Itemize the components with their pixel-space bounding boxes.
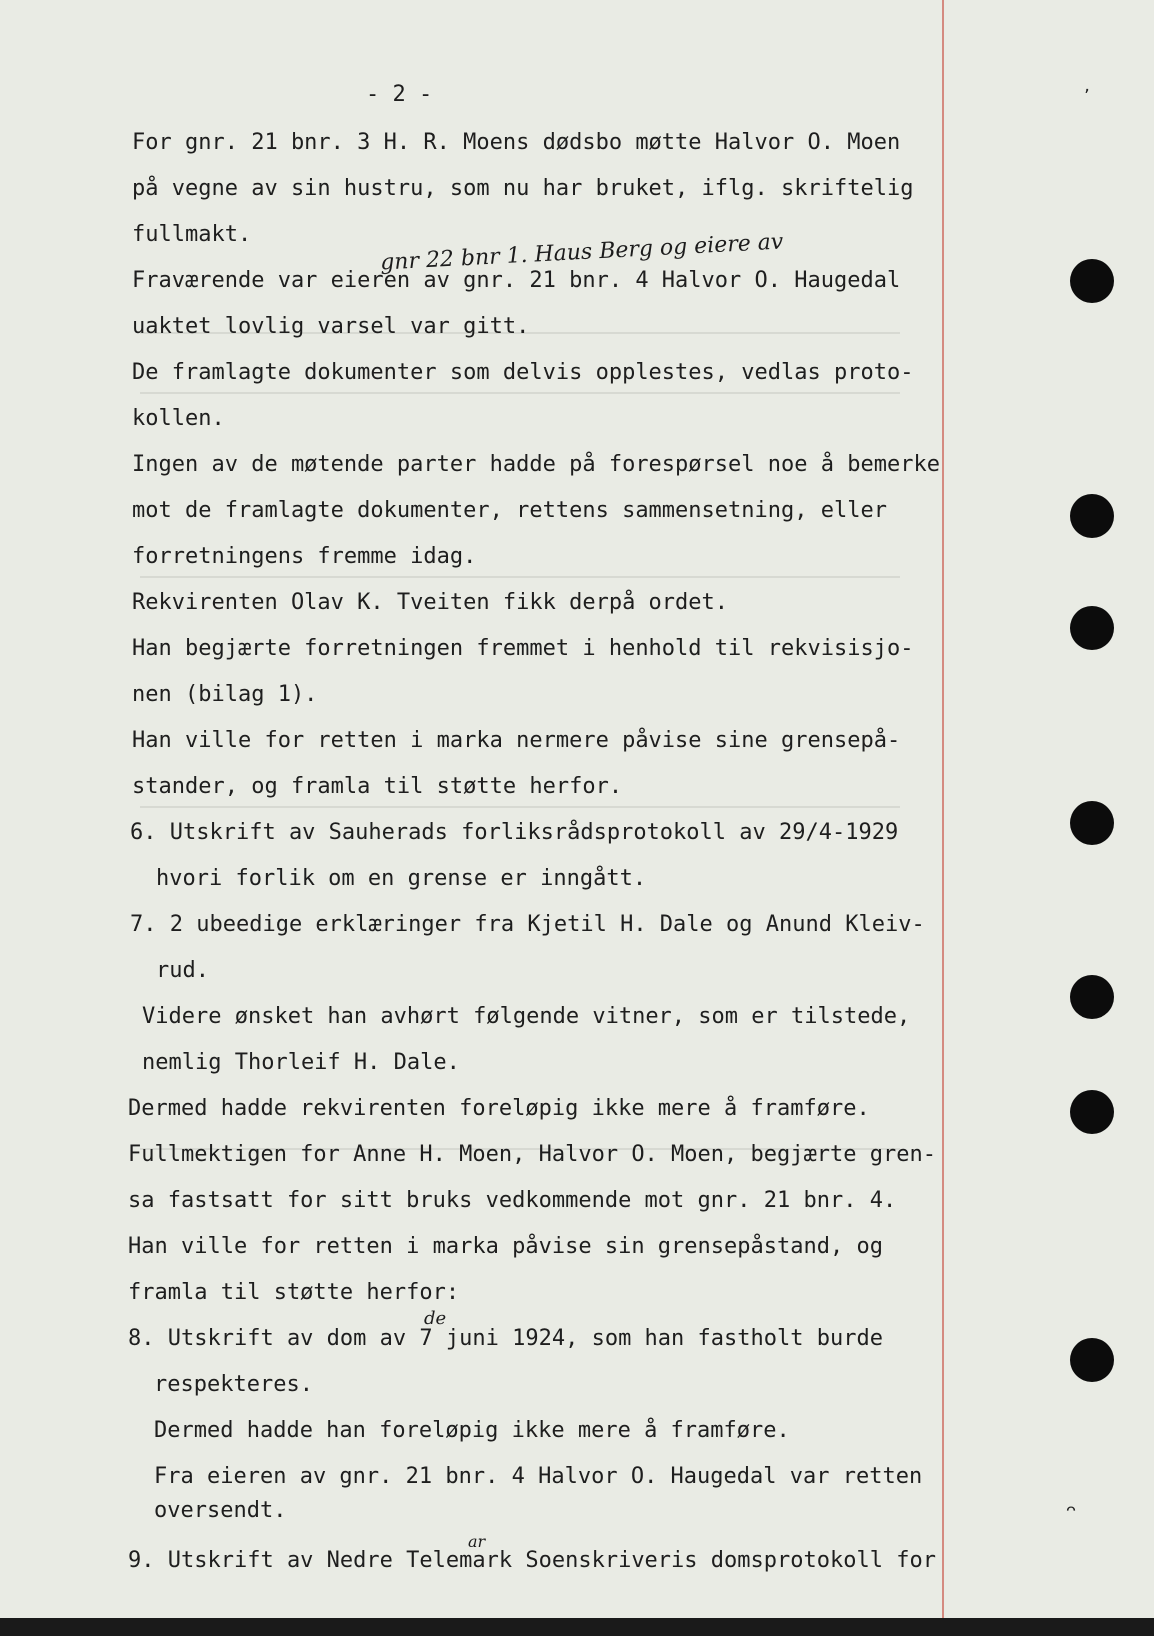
text-line: hvori forlik om en grense er inngått.: [156, 866, 647, 891]
text-line: uaktet lovlig varsel var gitt.: [132, 314, 530, 339]
text-line: 7. 2 ubeedige erklæringer fra Kjetil H. Dale og Anund Kleiv-: [130, 912, 925, 937]
binder-hole: [1070, 801, 1114, 845]
margin-rule: [942, 0, 944, 1636]
text-line: rud.: [156, 958, 209, 983]
text-line: Ingen av de møtende parter hadde på forespørsel noe å bemerke: [132, 452, 940, 477]
handwritten-insertion: gnr 22 bnr 1. Haus Berg og eiere av: [379, 229, 784, 276]
text-line: Dermed hadde rekvirenten foreløpig ikke mere å framføre.: [128, 1096, 870, 1121]
text-line: 9. Utskrift av Nedre Telemark Soenskriveris domsprotokoll for: [128, 1548, 936, 1573]
text-line: nen (bilag 1).: [132, 682, 318, 707]
text-line: Fraværende var eieren av gnr. 21 bnr. 4 Halvor O. Haugedal: [132, 268, 901, 293]
text-line: Han begjærte forretningen fremmet i henhold til rekvisisjo-: [132, 636, 914, 661]
binder-hole: [1070, 494, 1114, 538]
binder-hole: [1070, 1338, 1114, 1382]
text-line: Videre ønsket han avhørt følgende vitner, som er tilstede,: [142, 1004, 911, 1029]
bleed-through: [140, 806, 900, 808]
text-line: Rekvirenten Olav K. Tveiten fikk derpå ordet.: [132, 590, 729, 615]
page-number: - 2 -: [366, 82, 433, 107]
handwritten-correction: ar: [468, 1532, 486, 1551]
handwritten-superscript: de: [424, 1308, 447, 1329]
text-line: 8. Utskrift av dom av 7 juni 1924, som han fastholt burde: [128, 1326, 883, 1351]
text-line: De framlagte dokumenter som delvis opplestes, vedlas proto-: [132, 360, 914, 385]
text-line: For gnr. 21 bnr. 3 H. R. Moens dødsbo møtte Halvor O. Moen: [132, 130, 901, 155]
binder-hole: [1070, 606, 1114, 650]
text-line: Han ville for retten i marka påvise sin grensepåstand, og: [128, 1234, 883, 1259]
text-line: fullmakt.: [132, 222, 252, 247]
text-line: 6. Utskrift av Sauherads forliksrådsprotokoll av 29/4-1929: [130, 820, 899, 845]
text-line: Dermed hadde han foreløpig ikke mere å framføre.: [154, 1418, 790, 1443]
text-line: oversendt.: [154, 1498, 287, 1523]
text-line: respekteres.: [154, 1372, 313, 1397]
bleed-through: [140, 576, 900, 578]
text-line: sa fastsatt for sitt bruks vedkommende mot gnr. 21 bnr. 4.: [128, 1188, 897, 1213]
bleed-through: [140, 392, 900, 394]
text-line: forretningens fremme idag.: [132, 544, 477, 569]
binder-hole: [1070, 975, 1114, 1019]
binder-hole: [1070, 1090, 1114, 1134]
text-line: framla til støtte herfor:: [128, 1280, 460, 1305]
scan-edge: [0, 1618, 1154, 1636]
text-line: stander, og framla til støtte herfor.: [132, 774, 623, 799]
margin-mark: ʼ: [1084, 86, 1090, 107]
text-line: Fullmektigen for Anne H. Moen, Halvor O. Moen, begjærte gren-: [128, 1142, 936, 1167]
text-line: på vegne av sin hustru, som nu har bruket, iflg. skriftelig: [132, 176, 914, 201]
margin-mark: ᵔ: [1066, 1500, 1077, 1530]
text-line: nemlig Thorleif H. Dale.: [142, 1050, 460, 1075]
text-line: kollen.: [132, 406, 225, 431]
text-line: Fra eieren av gnr. 21 bnr. 4 Halvor O. Haugedal var retten: [154, 1464, 923, 1489]
text-line: mot de framlagte dokumenter, rettens sammensetning, eller: [132, 498, 887, 523]
binder-hole: [1070, 259, 1114, 303]
text-line: Han ville for retten i marka nermere påvise sine grensepå-: [132, 728, 901, 753]
